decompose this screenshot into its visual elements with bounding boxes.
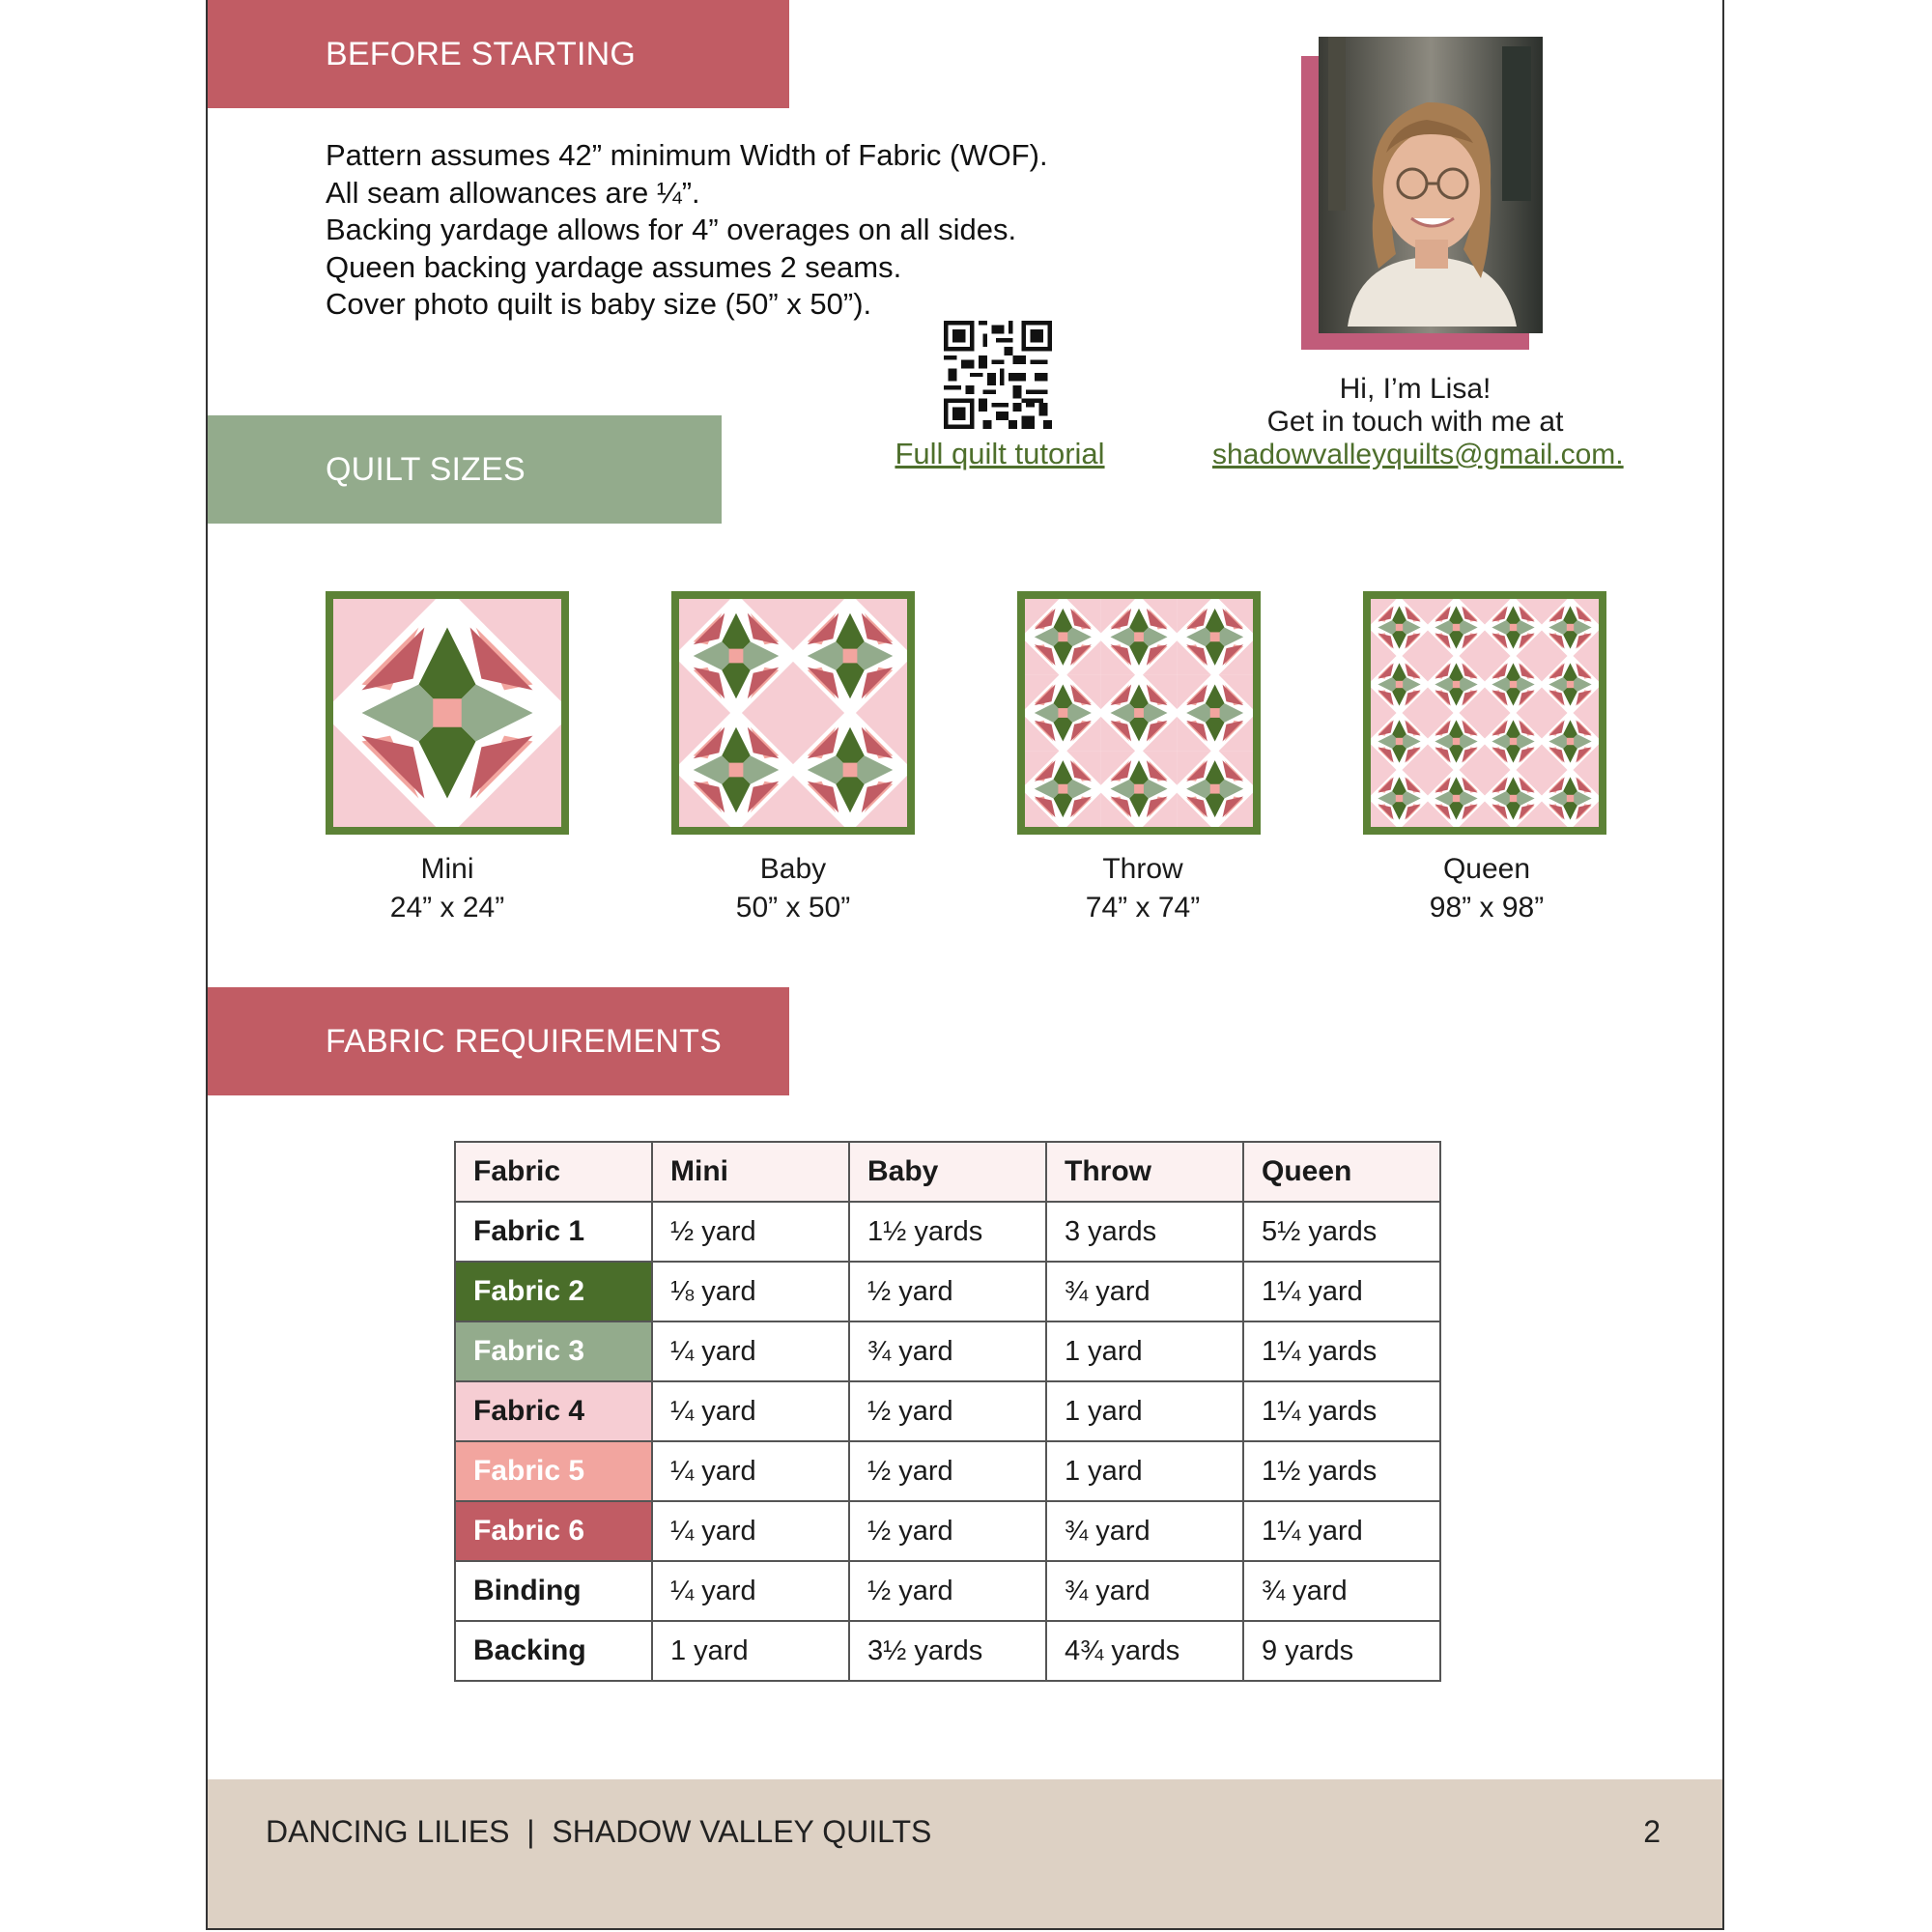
yardage-cell: 3½ yards	[849, 1621, 1046, 1681]
full-quilt-tutorial-link[interactable]: Full quilt tutorial	[895, 437, 1105, 470]
table-row	[455, 1621, 1440, 1681]
yardage-cell: ¼ yard	[652, 1561, 849, 1621]
yardage-cell: ⅛ yard	[652, 1262, 849, 1321]
yardage-cell: ½ yard	[652, 1202, 849, 1262]
greeting: Hi, I’m Lisa!	[1339, 373, 1492, 405]
footer-title: DANCING LILIES | SHADOW VALLEY QUILTS	[266, 1814, 932, 1849]
note-line: Backing yardage allows for 4” overages on all sides.	[326, 213, 1017, 246]
yardage-cell: ½ yard	[849, 1381, 1046, 1441]
qr-code-icon[interactable]	[944, 321, 1052, 429]
table-row	[455, 1202, 1440, 1262]
table-row	[455, 1262, 1440, 1321]
yardage-cell: ¾ yard	[849, 1321, 1046, 1381]
fabric-requirements-heading-text: FABRIC REQUIREMENTS	[326, 1022, 722, 1060]
pattern-page	[206, 0, 1724, 1930]
size-name: Mini	[420, 853, 474, 885]
yardage-cell: 1½ yards	[1243, 1441, 1440, 1501]
yardage-cell: ¼ yard	[652, 1321, 849, 1381]
table-row	[455, 1381, 1440, 1441]
yardage-cell: 3 yards	[1046, 1202, 1243, 1262]
fabric-requirements-table	[454, 1141, 1441, 1682]
table-row	[455, 1321, 1440, 1381]
yardage-cell: ¾ yard	[1243, 1561, 1440, 1621]
fabric-name-cell: Fabric 6	[455, 1501, 652, 1561]
author-photo	[1319, 37, 1543, 333]
quilt-sizes-heading-text: QUILT SIZES	[326, 450, 526, 488]
yardage-cell: 1¼ yard	[1243, 1262, 1440, 1321]
size-label-queen	[1361, 850, 1612, 927]
size-label-mini	[322, 850, 573, 927]
table-row	[455, 1561, 1440, 1621]
yardage-cell: 1 yard	[1046, 1441, 1243, 1501]
size-name: Queen	[1442, 853, 1531, 885]
size-label-baby	[668, 850, 919, 927]
yardage-cell: ½ yard	[849, 1262, 1046, 1321]
fabric-name-cell: Fabric 4	[455, 1381, 652, 1441]
yardage-cell: 4¾ yards	[1046, 1621, 1243, 1681]
quilt-preview-throw	[1017, 591, 1261, 835]
yardage-cell: ¾ yard	[1046, 1561, 1243, 1621]
yardage-cell: 1¼ yards	[1243, 1381, 1440, 1441]
quilt-preview-baby	[671, 591, 915, 835]
size-name: Throw	[1102, 853, 1183, 885]
page-footer	[208, 1779, 1722, 1930]
size-dims: 50” x 50”	[735, 892, 851, 923]
yardage-cell: 9 yards	[1243, 1621, 1440, 1681]
table-row	[455, 1441, 1440, 1501]
column-header: Baby	[849, 1142, 1046, 1202]
size-dims: 24” x 24”	[389, 892, 505, 923]
fabric-name-cell: Backing	[455, 1621, 652, 1681]
column-header: Fabric	[455, 1142, 652, 1202]
yardage-cell: 1 yard	[1046, 1381, 1243, 1441]
column-header: Queen	[1243, 1142, 1440, 1202]
fabric-name-cell: Binding	[455, 1561, 652, 1621]
contact-line: Get in touch with me at	[1266, 406, 1564, 438]
table-row	[455, 1501, 1440, 1561]
yardage-cell: ½ yard	[849, 1501, 1046, 1561]
yardage-cell: 1 yard	[652, 1621, 849, 1681]
yardage-cell: 1¼ yard	[1243, 1501, 1440, 1561]
table-header-row	[455, 1142, 1440, 1202]
fabric-name-cell: Fabric 1	[455, 1202, 652, 1262]
fabric-requirements-heading	[208, 987, 789, 1095]
email-link[interactable]: shadowvalleyquilts@gmail.com.	[1212, 439, 1624, 470]
size-label-throw	[1017, 850, 1268, 927]
note-line: Cover photo quilt is baby size (50” x 50”).	[326, 287, 872, 321]
size-dims: 74” x 74”	[1085, 892, 1201, 923]
yardage-cell: ¾ yard	[1046, 1501, 1243, 1561]
intro-notes	[326, 137, 1048, 324]
quilt-sizes-heading	[208, 415, 722, 524]
column-header: Throw	[1046, 1142, 1243, 1202]
note-line: All seam allowances are ¼”.	[326, 175, 700, 210]
yardage-cell: ½ yard	[849, 1441, 1046, 1501]
note-line: Pattern assumes 42” minimum Width of Fabric (WOF).	[326, 138, 1048, 172]
yardage-cell: 1 yard	[1046, 1321, 1243, 1381]
yardage-cell: 5½ yards	[1243, 1202, 1440, 1262]
fabric-name-cell: Fabric 5	[455, 1441, 652, 1501]
yardage-cell: 1¼ yards	[1243, 1321, 1440, 1381]
column-header: Mini	[652, 1142, 849, 1202]
note-line: Queen backing yardage assumes 2 seams.	[326, 249, 902, 284]
page-number: 2	[1643, 1814, 1661, 1849]
quilt-preview-mini	[326, 591, 569, 835]
before-starting-heading-text: BEFORE STARTING	[326, 35, 637, 72]
contact-block	[1212, 373, 1624, 471]
yardage-cell: 1½ yards	[849, 1202, 1046, 1262]
yardage-cell: ¾ yard	[1046, 1262, 1243, 1321]
fabric-name-cell: Fabric 3	[455, 1321, 652, 1381]
size-name: Baby	[759, 853, 827, 885]
fabric-name-cell: Fabric 2	[455, 1262, 652, 1321]
size-dims: 98” x 98”	[1429, 892, 1545, 923]
yardage-cell: ¼ yard	[652, 1441, 849, 1501]
yardage-cell: ¼ yard	[652, 1381, 849, 1441]
before-starting-heading	[208, 0, 789, 108]
yardage-cell: ½ yard	[849, 1561, 1046, 1621]
yardage-cell: ¼ yard	[652, 1501, 849, 1561]
quilt-preview-queen	[1363, 591, 1606, 835]
